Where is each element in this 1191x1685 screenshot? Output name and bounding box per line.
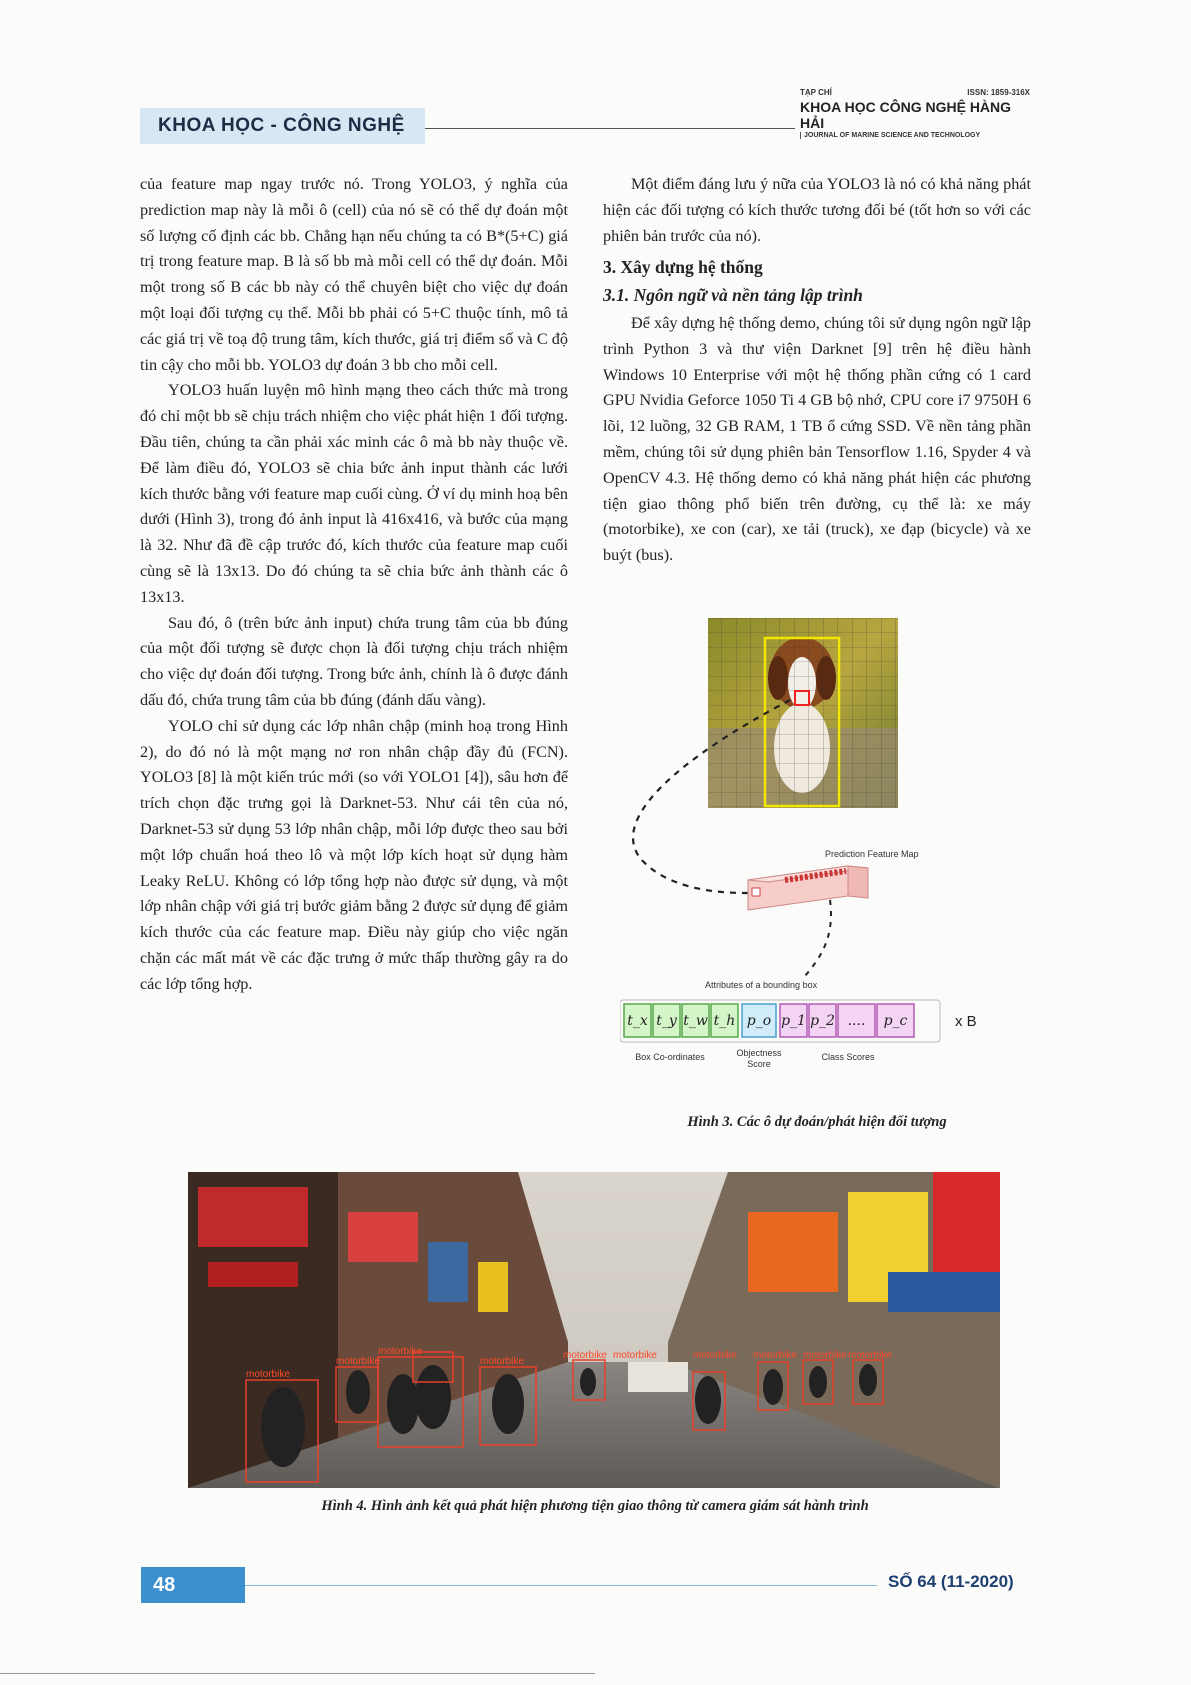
journal-masthead	[800, 88, 1030, 139]
detection-label: motorbike	[246, 1369, 290, 1380]
paragraph: Một điểm đáng lưu ý nữa của YOLO3 là nó có khả năng phát hiện các đối tượng có kích thước tương đối bé (tốt hơn so với các phiên bản trước của nó).	[603, 175, 1031, 245]
footer-rule	[245, 1585, 877, 1586]
detection-label: motorbike	[803, 1350, 847, 1361]
detection-label: motorbike	[336, 1356, 380, 1367]
class-scores-label: Class Scores	[821, 1052, 875, 1062]
section-heading: 3. Xây dựng hệ thống	[603, 257, 763, 278]
attribute-vector	[620, 1000, 977, 1042]
feature-map-block	[748, 866, 868, 910]
pfm-label: Prediction Feature Map	[825, 849, 919, 859]
paragraph: Sau đó, ô (trên bức ảnh input) chứa trung tâm của bb đúng của một đối tượng sẽ được chọn là đối tượng chịu trách nhiệm cho việc dự đoán đối tượng. Trong bức ảnh, chính là ô được đánh dấu đó, chứa trung tâm của bb đúng (đánh dấu vàng).	[140, 613, 568, 709]
detection-label: motorbike	[563, 1350, 607, 1361]
subsection-heading: 3.1. Ngôn ngữ và nền tảng lập trình	[603, 285, 863, 306]
cell-dots: ....	[847, 1013, 866, 1029]
box-coord-label: Box Co-ordinates	[635, 1052, 705, 1062]
attr-label: Attributes of a bounding box	[705, 980, 818, 990]
tap-chi-label: TẠP CHÍ	[800, 88, 832, 97]
journal-name-en: JOURNAL OF MARINE SCIENCE AND TECHNOLOGY	[800, 132, 1030, 139]
figure-4-street-image	[188, 1172, 1000, 1488]
header-rule	[425, 128, 795, 129]
cell-tx: t_x	[627, 1013, 648, 1029]
cell-p1: p_1	[781, 1013, 806, 1029]
objectness-label: Objectness	[736, 1048, 782, 1058]
section-title: KHOA HỌC - CÔNG NGHỆ	[140, 108, 425, 144]
figure-3-caption: Hình 3. Các ô dự đoán/phát hiện đối tượng	[687, 1114, 947, 1130]
cell-po: p_o	[746, 1013, 772, 1029]
dog-grid-image	[708, 618, 898, 808]
detection-label: motorbike	[378, 1346, 422, 1357]
score-label: Score	[747, 1059, 771, 1069]
paragraph: Để xây dựng hệ thống demo, chúng tôi sử dụng ngôn ngữ lập trình Python 3 và thư viện Darknet [9] trên hệ điều hành Windows 10 Enterprise với một hệ thống phần cứng có 1 card GPU Nvidia Geforce 1050 Ti 4 GB bộ nhớ, CPU core i7 9750H 6 lõi, 12 luồng, 32 GB RAM, 1 TB ổ cứng SSD. Về nền tảng phần mềm, chúng tôi sử dụng phiên bản Tensorflow 1.16, Spyder 4 và OpenCV 4.3. Hệ thống demo có khả năng phát hiện các phương tiện giao thông phổ biến trên đường, cụ thể là: xe máy (motorbike), xe con (car), xe tải (truck), xe đạp (bicycle) và xe buýt (bus).	[603, 313, 1031, 565]
detection-label: motorbike	[693, 1350, 737, 1361]
issn-label: ISSN: 1859-316X	[967, 88, 1030, 97]
detection-label: motorbike	[753, 1350, 797, 1361]
times-b-label: x B	[955, 1013, 977, 1030]
detection-label: motorbike	[480, 1356, 524, 1367]
paragraph: YOLO3 huấn luyện mô hình mạng theo cách thức mà trong đó chỉ một bb sẽ chịu trách nhiệm cho việc phát hiện 1 đối tượng. Đầu tiên, chúng ta cần phải xác minh các ô mà bb này thuộc về. Để làm điều đó, YOLO3 sẽ chia bức ảnh input thành các lưới kích thước bằng với feature map cuối cùng. Ở ví dụ minh hoạ bên dưới (Hình 3), trong đó ảnh input là 416x416, và bước của mạng là 32. Như đã đề cập trước đó, kích thước của feature map cuối cùng sẽ là 13x13. Do đó chúng ta sẽ chia bức ảnh thành các ô 13x13.	[140, 381, 568, 606]
left-column	[140, 172, 568, 998]
page-number: 48	[141, 1567, 245, 1603]
right-column	[603, 172, 1031, 569]
cell-pc: p_c	[883, 1013, 908, 1029]
figure-3-diagram	[620, 618, 1030, 1138]
detection-label: motorbike	[848, 1350, 892, 1361]
paragraph: YOLO chỉ sử dụng các lớp nhân chập (minh hoạ trong Hình 2), do đó nó là một mạng nơ ron nhân chập đầy đủ (FCN). YOLO3 [8] là một kiến trúc mới (so với YOLO1 [4]), sâu hơn để trích chọn đặc trưng gọi là Darknet-53. Như cái tên của nó, Darknet-53 sử dụng 53 lớp nhân chập, mỗi lớp được theo sau bởi một lớp chuẩn hoá theo lô và một lớp kích hoạt sử dụng hàm Leaky ReLU. Không có lớp tổng hợp nào được sử dụng, và một lớp nhân chập với giá trị bước giảm bằng 2 được sử dụng để giảm kích thước của các feature map. Điều này giúp cho việc ngăn chặn các mất mát về các đặc trưng ở mức thấp thường gây ra do các lớp tổng hợp.	[140, 716, 568, 993]
cell-ty: t_y	[656, 1013, 677, 1029]
figure-4-caption: Hình 4. Hình ảnh kết quả phát hiện phương tiện giao thông từ camera giám sát hành trình	[321, 1498, 869, 1514]
paragraph: của feature map ngay trước nó. Trong YOLO3, ý nghĩa của prediction map này là mỗi ô (cell) của nó sẽ có thể dự đoán một số lượng cố định các bb. Chẳng hạn nếu chúng ta có B*(5+C) giá trị trong feature map. B là số bb mà mỗi cell có thể dự đoán. Mỗi một trong số B các bb này có thể chuyên biệt cho việc dự đoán một loại đối tượng cụ thể. Mỗi bb phải có 5+C thuộc tính, mô tả các giá trị về toạ độ trung tâm, kích thước, giá trị điểm số và C độ tin cậy cho mỗi bb. YOLO3 dự đoán 3 bb cho mỗi cell.	[140, 175, 568, 374]
cell-p2: p_2	[810, 1013, 835, 1029]
detection-label: motorbike	[613, 1350, 657, 1361]
cell-th: t_h	[713, 1013, 736, 1029]
cell-tw: t_w	[683, 1013, 708, 1029]
issue-label: SỐ 64 (11-2020)	[888, 1572, 1014, 1591]
connector-curve-2	[805, 900, 831, 976]
bottom-rule	[0, 1673, 595, 1674]
journal-name: KHOA HỌC CÔNG NGHỆ HÀNG HẢI	[800, 99, 1012, 131]
